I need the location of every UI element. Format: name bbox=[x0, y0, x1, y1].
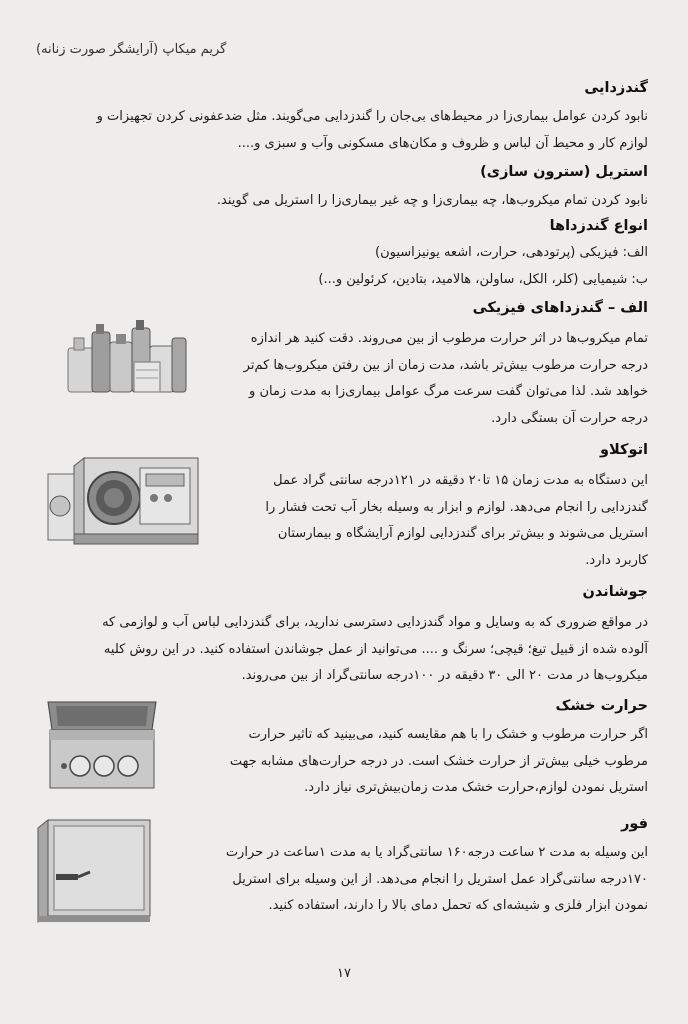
text-line: استریل می‌شوند و بیش‌تر برای گندزدایی لوازم آرایشگاه و بیمارستان bbox=[277, 526, 648, 541]
heading-physical: الف – گندزداهای فیزیکی bbox=[472, 300, 648, 316]
paragraph-sterile bbox=[38, 188, 648, 215]
paragraph-sterilization bbox=[38, 104, 648, 157]
paragraph-oven bbox=[202, 840, 648, 920]
text-line: درجه حرارت آن بستگی دارد. bbox=[491, 410, 648, 426]
text-line: مرطوب خیلی بیش‌تر از حرارت خشک است. در درجه حرارت‌های مشابه جهت bbox=[229, 753, 648, 769]
text-line: استریل نمودن لوازم،حرارت خشک مدت زمان‌بیش‌تری نیاز دارد. bbox=[304, 780, 648, 795]
text-line: اگر حرارت مرطوب و خشک را با هم مقایسه کنید، می‌بینید که تاثیر حرارت bbox=[248, 727, 648, 742]
heading-dry-heat: حرارت خشک bbox=[555, 698, 648, 714]
text-line: ب: شیمیایی (کلر، الکل، ساولن، هالامید، بتادین، کرئولین و...) bbox=[318, 271, 648, 287]
text-line: میکروب‌ها در مدت ۲۰ الی ۳۰ دقیقه در ۱۰۰درجه سانتی‌گراد از بین می‌روند. bbox=[241, 668, 648, 683]
text-line: خواهد شد. لذا می‌توان گفت سرعت مرگ عوامل بیماری‌زا به مدت زمان و bbox=[249, 384, 648, 399]
heading-sterile: استریل (سترون سازی) bbox=[480, 164, 648, 180]
paragraph-boiling bbox=[38, 610, 648, 690]
heading-types: انواع گندزداها bbox=[549, 218, 648, 234]
paragraph-dry-heat bbox=[202, 722, 648, 802]
heading-boiling: جوشاندن bbox=[582, 584, 648, 600]
text-line: نابود کردن تمام میکروب‌ها، چه بیماری‌زا و چه غیر بیماری‌زا را استریل می گویند. bbox=[216, 193, 648, 208]
sterilizer-box-image bbox=[40, 696, 164, 794]
heading-oven: فور bbox=[621, 816, 648, 832]
text-line: لوازم کار و محیط آن لباس و ظروف و مکان‌های مسکونی وآب و سبزی و.... bbox=[237, 135, 648, 151]
text-line: کاربرد دارد. bbox=[585, 552, 648, 568]
text-line: الف: فیزیکی (پرتودهی، حرارت، اشعه یونیزاسیون) bbox=[375, 245, 648, 260]
oven-image bbox=[34, 816, 152, 924]
running-header: گریم میکاپ (آرایشگر صورت زنانه) bbox=[36, 42, 227, 57]
text-line: نابود کردن عوامل بیماری‌زا در محیط‌های بی‌جان را گندزدایی می‌گویند. مثل ضدعفونی کردن تجهیزات و bbox=[96, 109, 648, 124]
cleaning-products-image bbox=[62, 318, 190, 396]
text-line: در مواقع ضروری که به وسایل و مواد گندزدایی دسترسی ندارید، برای گندزدایی لباس آب و لوازمی که bbox=[102, 615, 648, 630]
paragraph-types bbox=[38, 240, 648, 293]
text-line: این دستگاه به مدت زمان ۱۵ تا۲۰ دقیقه در ۱۲۱درجه سانتی گراد عمل bbox=[273, 473, 648, 488]
autoclave-image bbox=[44, 454, 202, 548]
text-line: آلوده شده از قبیل تیغ؛ قیچی؛ سرنگ و .... می‌توانید از عمل جوشاندن استفاده کنید. در این روش کلیه bbox=[103, 641, 648, 657]
heading-autoclave: اتوکلاو bbox=[600, 442, 648, 458]
text-line: درجه حرارت مرطوب بیش‌تر باشد، مدت زمان از بین رفتن میکروب‌ها کم‌تر bbox=[243, 357, 648, 373]
text-line: این وسیله به مدت ۲ ساعت درجه۱۶۰ سانتی‌گراد یا به مدت ۱ساعت در حرارت bbox=[225, 845, 648, 860]
text-line: تمام میکروب‌ها در اثر حرارت مرطوب از بین می‌روند. دقت کنید هر اندازه bbox=[250, 331, 648, 346]
heading-sterilization: گندزدایی bbox=[584, 80, 648, 96]
page-number: ۱۷ bbox=[337, 966, 351, 981]
paragraph-autoclave bbox=[180, 468, 648, 574]
paragraph-physical bbox=[180, 326, 648, 432]
text-line: ۱۷۰درجه سانتی‌گراد عمل استریل را انجام می‌دهد. از این وسیله برای استریل bbox=[232, 871, 648, 887]
text-line: گندزدایی را انجام می‌دهد. لوازم و ابزار به وسیله بخار آب تحت فشار را bbox=[265, 499, 648, 515]
text-line: نمودن ابزار فلزی و شیشه‌ای که تحمل دمای بالا را دارند، استفاده کنید. bbox=[268, 898, 648, 913]
